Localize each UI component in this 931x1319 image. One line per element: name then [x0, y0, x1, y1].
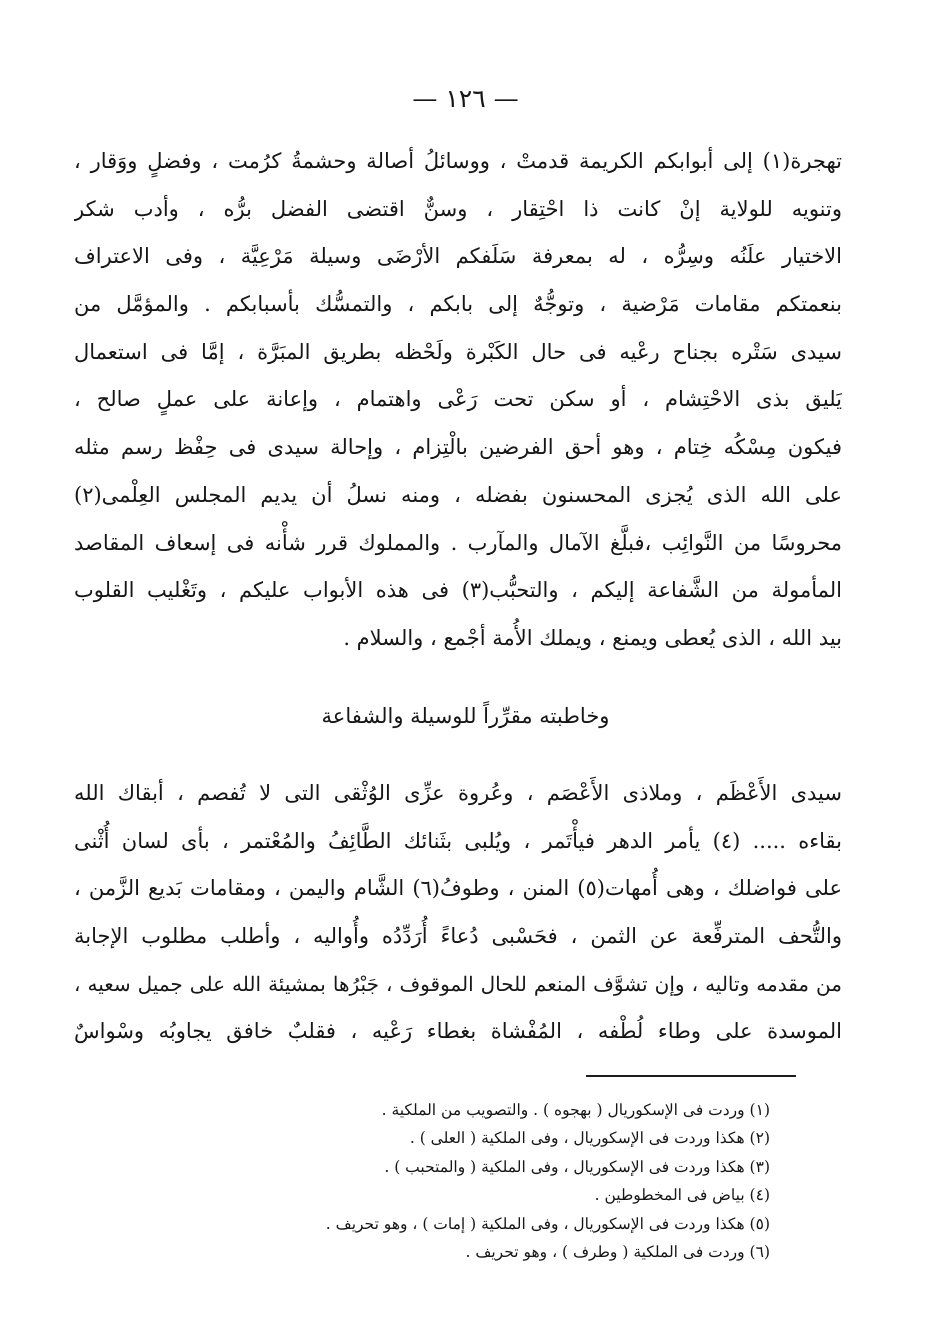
section-heading: وخاطبته مقرِّراً للوسيلة والشفاعة: [321, 704, 610, 728]
text-line: بيد الله ، الذى يُعطى ويمنع ، ويملك الأُمة أجْمع ، والسلام .: [343, 625, 842, 650]
footnotes: [300, 1096, 770, 1266]
text-line: محروسًا من النَّوائِب ،فبلَّغ الآمال والمآرب . والمملوك قرر شأْنه فى إسعاف المقاصد: [74, 530, 842, 555]
text-line: الاختيار علَنُه وسِرُّه ، له بمعرفة سَلَفكم الأرْضَى وسيلة مَرْعِيَّة ، وفى الاعتراف: [74, 244, 842, 269]
footnote-divider: [586, 1075, 796, 1077]
footnote: (٥) هكذا وردت فى الإسكوريال ، وفى الملكية ( إمات ) ، وهو تحريف .: [325, 1214, 770, 1233]
text-line: المأمولة من الشَّفاعة إليكم ، والتحبُّب(٣) فى هذه الأبواب عليكم ، وتَغْليب القلوب: [74, 578, 842, 603]
text-line: بقاءه ..... (٤) يأمر الدهر فيأْتَمر ، ويُلبى بثَنائك الطَّائِفُ والمُعْتمر ، بأى لسان أُثْنى: [74, 828, 842, 853]
text-line: الموسدة على وطاء لُطْفه ، المُفْشاة بغطاء رَعْيه ، فقلبٌ خافق يجاوبُه وسْواسٌ: [74, 1019, 842, 1044]
text-line: وتنويه للولاية إنْ كانت ذا احْتِقار ، وسنٌّ اقتضى الفضل برُّه ، وأدب شكر: [74, 196, 842, 221]
footnote: (٦) وردت فى الملكية ( وطرف ) ، وهو تحريف .: [465, 1242, 770, 1261]
text-line: يَليق بذى الاحْتِشام ، أو سكن تحت رَعْى واهتمام ، وإعانة على عملٍ صالح ،: [74, 387, 842, 412]
page-number: — ١٢٦ —: [412, 84, 519, 113]
text-line: على الله الذى يُجزى المحسنون بفضله ، ومنه نسلُ أن يديم المجلس العِلْمى(٢): [74, 482, 842, 507]
footnote: (٢) هكذا وردت فى الإسكوريال ، وفى الملكية ( العلى ) .: [409, 1129, 770, 1148]
footnote: (٣) هكذا وردت فى الإسكوريال ، وفى الملكية ( والمتحبب ) .: [384, 1157, 770, 1176]
text-line: تهجرة(١) إلى أبوابكم الكريمة قدمتْ ، ووسائلُ أصالة وحشمةُ كرُمت ، وفضلٍ ووَقار ،: [74, 149, 842, 173]
main-text: [74, 138, 842, 663]
footnote: (٤) بياض فى المخطوطين .: [594, 1186, 770, 1205]
text-line: فيكون مِسْكُه خِتام ، وهو أحق الفرضين بالْتِزام ، وإحالة سيدى فى حِفْظ رسم مثله: [74, 435, 842, 460]
text-line: على فواضلك ، وهى أُمهات(٥) المنن ، وطوفُ(٦) الشَّام واليمن ، ومقامات بَديع الزَّمن ،: [74, 876, 842, 901]
text-line: والتُّحف المترفِّعة عن الثمن ، فحَسْبى دُعاءً أُرَدِّدُه وأُواليه ، وأطلب مطلوب الإجابة: [74, 924, 842, 949]
main-text-continued: [74, 770, 842, 1056]
text-line: سيدى الأَعْظَم ، وملاذى الأَعْصَم ، وعُروة عزِّى الوُثْقى التى لا تُفصم ، أبقاك الله: [74, 781, 842, 805]
footnote: (١) وردت فى الإسكوريال ( بهجوه ) . والتصويب من الملكية .: [381, 1101, 770, 1119]
text-line: سيدى سَتْره بجناح رعْيه فى حال الكَبْرة ولَحْظه بطريق المبَرَّة ، إمَّا فى استعمال: [74, 339, 842, 364]
text-line: من مقدمه وتاليه ، وإن تشوَّف المنعم للحال الموقوف ، جَبْرُها بمشيئة الله على جميل سعيه ،: [74, 971, 842, 996]
text-line: بنعمتكم مقامات مَرْضية ، وتوجُّهٌ إلى بابكم ، والتمسُّك بأسبابكم . والمؤمَّل من: [74, 292, 842, 317]
